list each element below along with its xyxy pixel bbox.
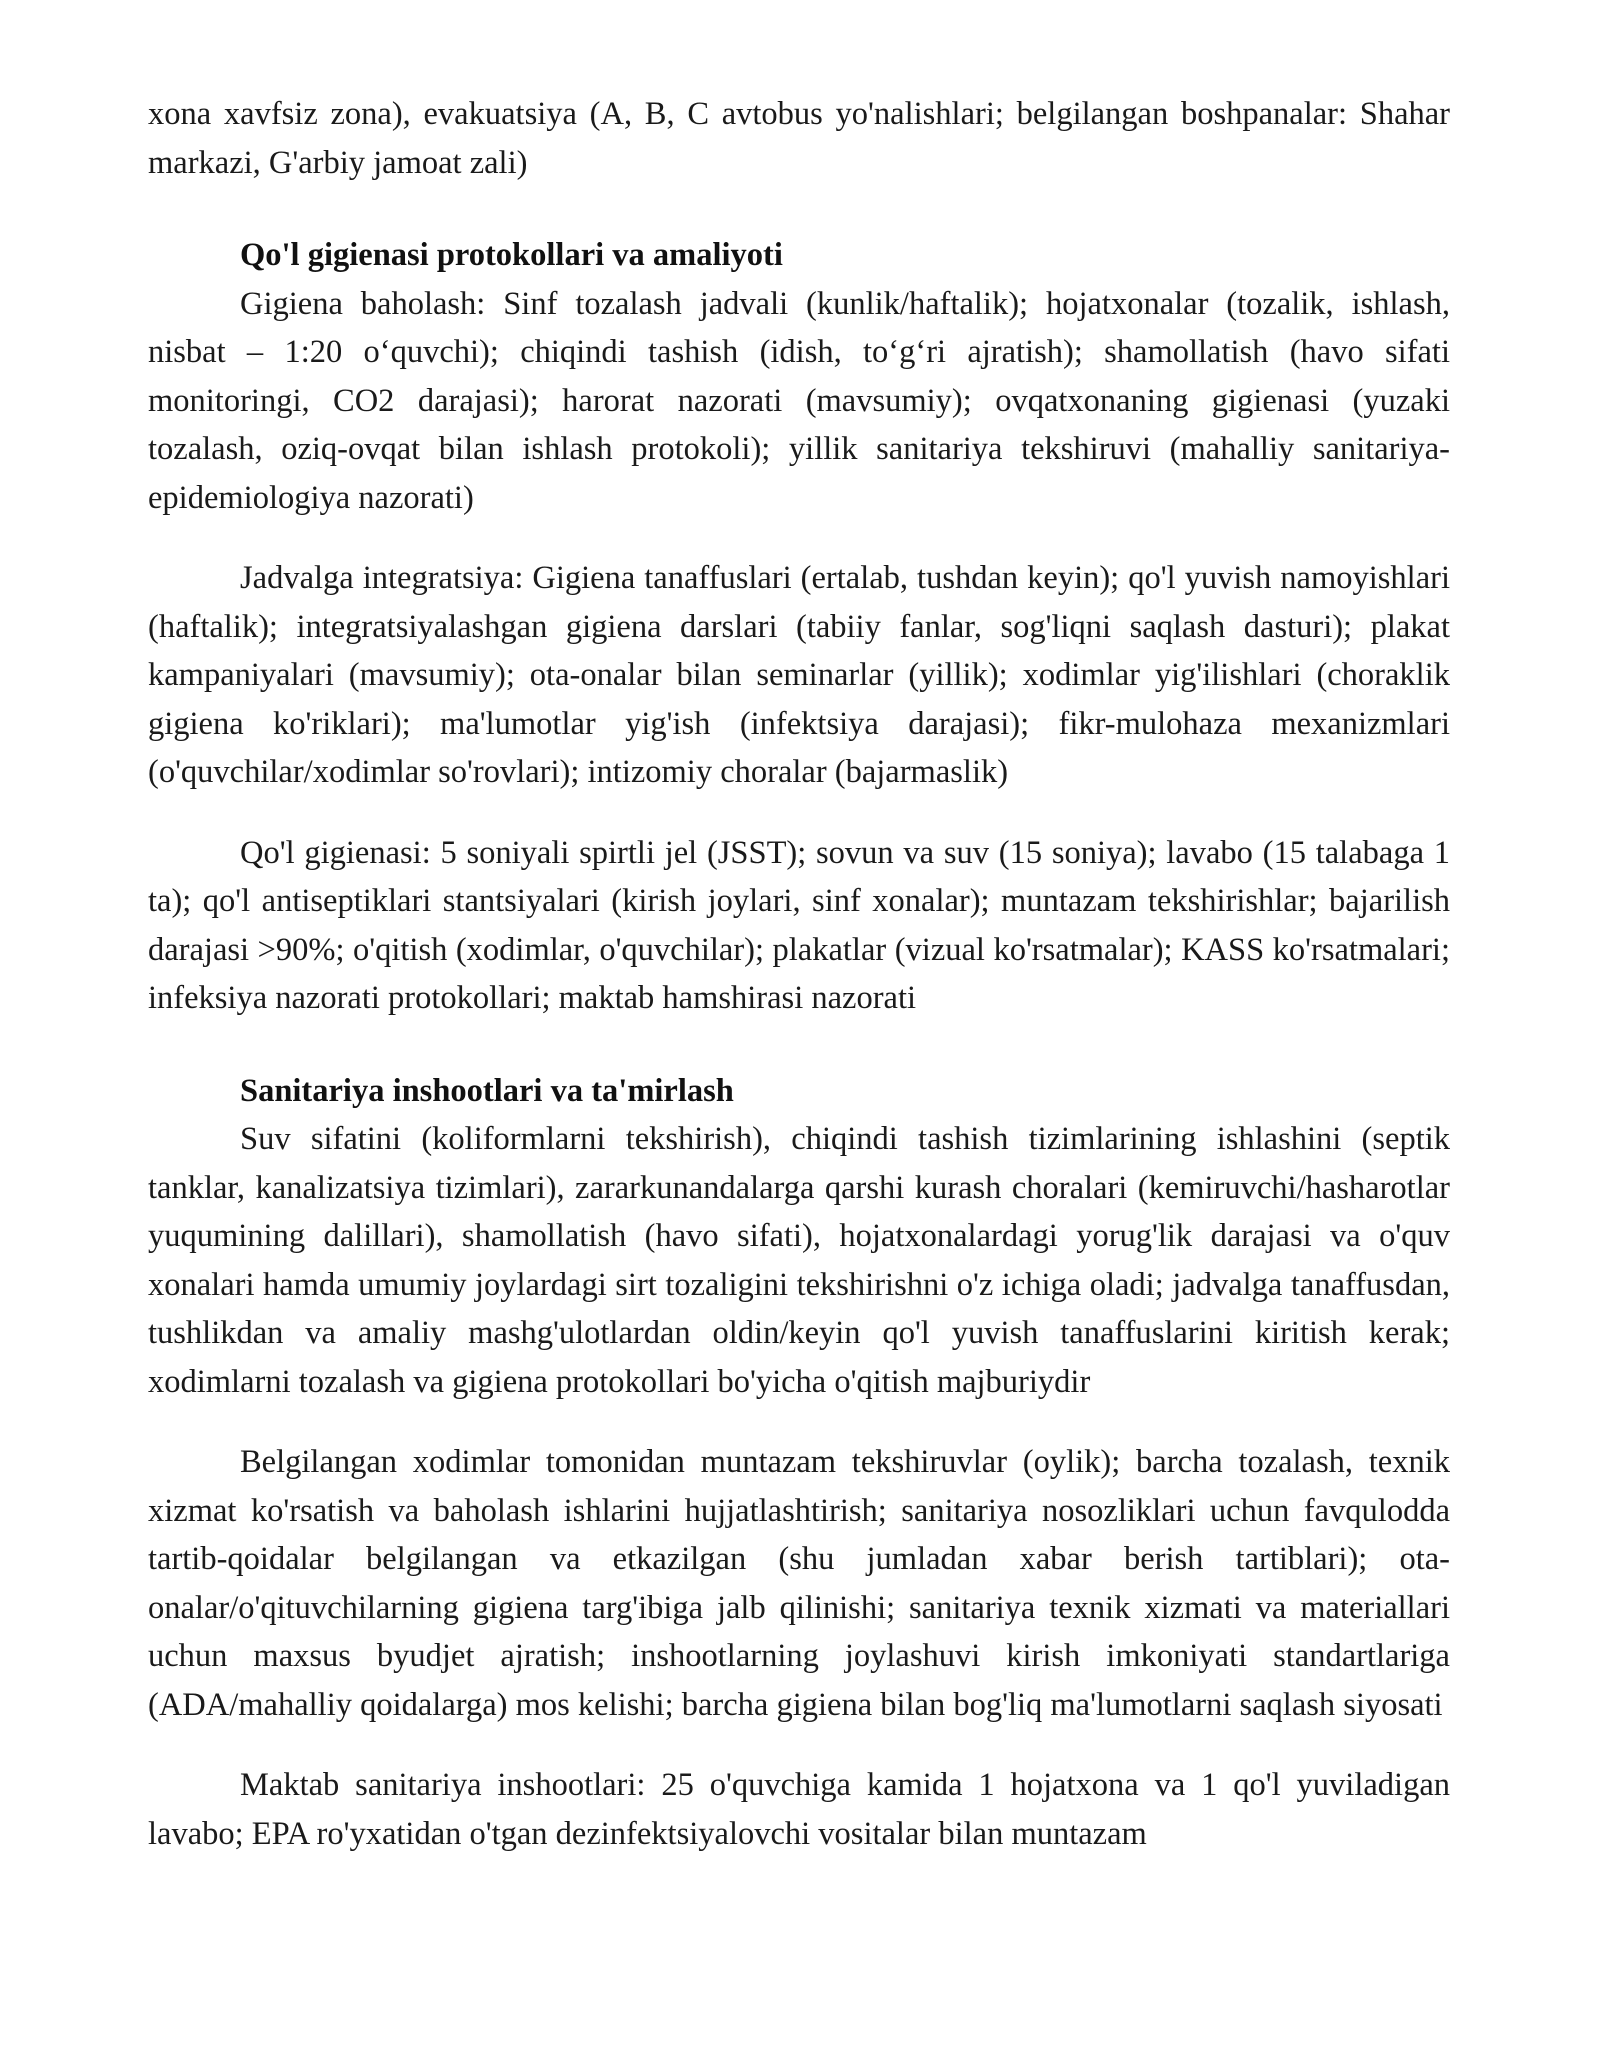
school-facilities-paragraph: Maktab sanitariya inshootlari: 25 o'quvchiga kamida 1 hojatxona va 1 qo'l yuviladigan lavabo; EPA ro'yxatidan o'tgan dezinfektsiyalovchi vositalar bilan muntazam [148, 1767, 1450, 1852]
hygiene-assessment-paragraph: Gigiena baholash: Sinf tozalash jadvali (kunlik/haftalik); hojatxonalar (tozalik, ishlash, nisbat – 1:20 o‘quvchi); chiqindi tashish (idish, to‘g‘ri ajratish); shamollatish (havo sifati monitoringi, CO2 darajasi); harorat nazorati (mavsumiy); ovqatxonaning gigienasi (yuzaki tozalash, oziq-ovqat bilan ishlash protokoli); yillik sanitariya tekshiruvi (mahalliy sanitariya-epidemiologiya nazorati) [148, 285, 1450, 516]
section-heading-sanitation-facilities: Sanitariya inshootlari va ta'mirlash [240, 1072, 734, 1109]
intro-continuation-paragraph: xona xavfsiz zona), evakuatsiya (A, B, C avtobus yo'nalishlari; belgilangan boshpanalar: Shahar markazi, G'arbiy jamoat zali) [148, 96, 1450, 181]
schedule-integration-paragraph: Jadvalga integratsiya: Gigiena tanaffuslari (ertalab, tushdan keyin); qo'l yuvish namoyishlari (haftalik); integratsiyalashgan gigiena darslari (tabiiy fanlar, sog'liqni saqlash dasturi); plakat kampaniyalari (mavsumiy); ota-onalar bilan seminarlar (yillik); xodimlar yig'ilishlari (choraklik gigiena ko'riklari); ma'lumotlar yig'ish (infektsiya darajasi); fikr-mulohaza mexanizmlari (o'quvchilar/xodimlar so'rovlari); intizomiy choralar (bajarmaslik) [148, 560, 1450, 790]
document-page [148, 90, 1450, 1858]
inspections-paragraph: Belgilangan xodimlar tomonidan muntazam tekshiruvlar (oylik); barcha tozalash, texnik xizmat ko'rsatish va baholash ishlarini hujjatlashtirish; sanitariya nosozliklari uchun favqulodda tartib-qoidalar belgilangan va etkazilgan (shu jumladan xabar berish tartiblari); ota-onalar/o'qituvchilarning gigiena targ'ibiga jalb qilinishi; sanitariya texnik xizmati va materiallari uchun maxsus byudjet ajratish; inshootlarning joylashuvi kirish imkoniyati standartlariga (ADA/mahalliy qoidalarga) mos kelishi; barcha gigiena bilan bog'liq ma'lumotlarni saqlash siyosati [148, 1444, 1450, 1723]
water-quality-paragraph: Suv sifatini (koliformlarni tekshirish), chiqindi tashish tizimlarining ishlashini (septik tanklar, kanalizatsiya tizimlari), zararkunandalarga qarshi kurash choralari (kemiruvchi/hasharotlar yuqumining dalillari), shamollatish (havo sifati), hojatxonalardagi yorug'lik darajasi va o'quv xonalari hamda umumiy joylardagi sirt tozaligini tekshirishni o'z ichiga oladi; jadvalga tanaffusdan, tushlikdan va amaliy mashg'ulotlardan oldin/keyin qo'l yuvish tanaffuslarini kiritish kerak; xodimlarni tozalash va gigiena protokollari bo'yicha o'qitish majburiydir [148, 1121, 1450, 1400]
section-heading-hand-hygiene: Qo'l gigienasi protokollari va amaliyoti [240, 237, 783, 273]
hand-hygiene-paragraph: Qo'l gigienasi: 5 soniyali spirtli jel (JSST); sovun va suv (15 soniya); lavabo (15 talabaga 1 ta); qo'l antiseptiklari stantsiyalari (kirish joylari, sinf xonalar); muntazam tekshirishlar; bajarilish darajasi >90%; o'qitish (xodimlar, o'quvchilar); plakatlar (vizual ko'rsatmalar); KASS ko'rsatmalari; infeksiya nazorati protokollari; maktab hamshirasi nazorati [148, 834, 1450, 1016]
